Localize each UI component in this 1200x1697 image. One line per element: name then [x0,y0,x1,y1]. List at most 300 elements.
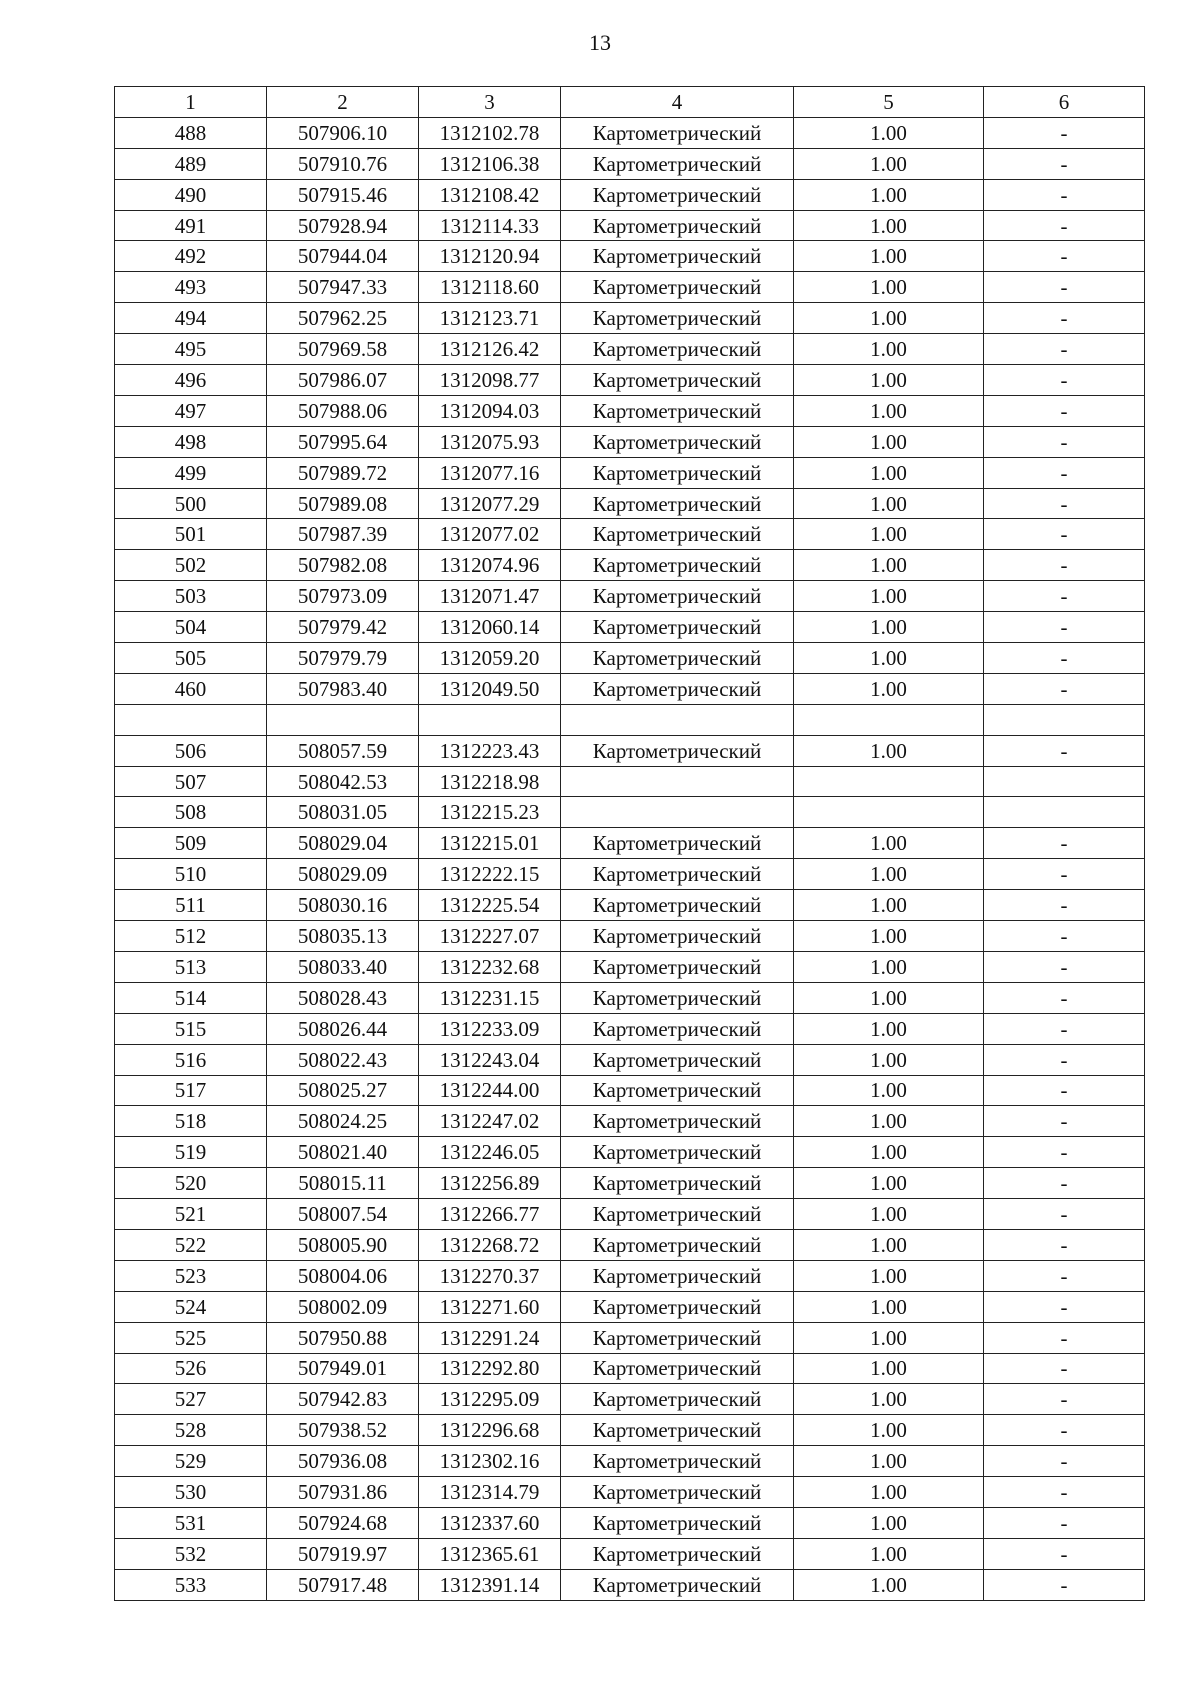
method-cell: Картометрический [561,241,794,272]
method-cell: Картометрический [561,1044,794,1075]
point-number-cell: 512 [115,921,267,952]
accuracy-cell: 1.00 [794,334,984,365]
method-cell: Картометрический [561,1538,794,1569]
accuracy-cell [794,704,984,735]
note-cell: - [984,272,1145,303]
accuracy-cell: 1.00 [794,890,984,921]
method-cell: Картометрический [561,1446,794,1477]
note-cell: - [984,1384,1145,1415]
table-row [115,1384,1145,1415]
x-coordinate-cell: 508035.13 [267,921,419,952]
method-cell: Картометрический [561,951,794,982]
y-coordinate-cell: 1312060.14 [419,612,561,643]
note-cell: - [984,210,1145,241]
x-coordinate-cell: 508022.43 [267,1044,419,1075]
y-coordinate-cell: 1312077.16 [419,457,561,488]
y-coordinate-cell: 1312243.04 [419,1044,561,1075]
table-row [115,673,1145,704]
point-number-cell: 498 [115,426,267,457]
table-row [115,859,1145,890]
accuracy-cell: 1.00 [794,426,984,457]
y-coordinate-cell: 1312314.79 [419,1477,561,1508]
y-coordinate-cell: 1312059.20 [419,643,561,674]
accuracy-cell: 1.00 [794,148,984,179]
x-coordinate-cell: 507989.08 [267,488,419,519]
point-number-cell: 531 [115,1507,267,1538]
table-row [115,1260,1145,1291]
x-coordinate-cell: 507910.76 [267,148,419,179]
column-header: 6 [984,87,1145,118]
x-coordinate-cell: 507924.68 [267,1507,419,1538]
table-row [115,1291,1145,1322]
method-cell: Картометрический [561,982,794,1013]
method-cell: Картометрический [561,210,794,241]
table-row [115,1569,1145,1600]
method-cell: Картометрический [561,643,794,674]
note-cell: - [984,1260,1145,1291]
note-cell: - [984,395,1145,426]
method-cell: Картометрический [561,1137,794,1168]
accuracy-cell: 1.00 [794,673,984,704]
x-coordinate-cell: 508042.53 [267,766,419,797]
y-coordinate-cell: 1312215.01 [419,828,561,859]
point-number-cell: 515 [115,1013,267,1044]
note-cell: - [984,921,1145,952]
table-row [115,117,1145,148]
x-coordinate-cell: 507949.01 [267,1353,419,1384]
accuracy-cell: 1.00 [794,982,984,1013]
table-row [115,457,1145,488]
note-cell: - [984,117,1145,148]
point-number-cell: 519 [115,1137,267,1168]
note-cell: - [984,1199,1145,1230]
table-row [115,365,1145,396]
table-row [115,488,1145,519]
note-cell: - [984,1229,1145,1260]
column-header: 3 [419,87,561,118]
accuracy-cell: 1.00 [794,1075,984,1106]
accuracy-cell: 1.00 [794,951,984,982]
method-cell: Картометрический [561,148,794,179]
accuracy-cell: 1.00 [794,1291,984,1322]
note-cell: - [984,1477,1145,1508]
method-cell: Картометрический [561,488,794,519]
note-cell: - [984,612,1145,643]
x-coordinate-cell: 508021.40 [267,1137,419,1168]
point-number-cell: 505 [115,643,267,674]
x-coordinate-cell: 507987.39 [267,519,419,550]
column-header: 1 [115,87,267,118]
table-row [115,272,1145,303]
x-coordinate-cell: 508015.11 [267,1168,419,1199]
y-coordinate-cell [419,704,561,735]
note-cell: - [984,1013,1145,1044]
note-cell: - [984,643,1145,674]
method-cell: Картометрический [561,1075,794,1106]
note-cell: - [984,735,1145,766]
x-coordinate-cell: 508002.09 [267,1291,419,1322]
accuracy-cell: 1.00 [794,241,984,272]
point-number-cell: 506 [115,735,267,766]
accuracy-cell: 1.00 [794,828,984,859]
accuracy-cell: 1.00 [794,581,984,612]
y-coordinate-cell: 1312268.72 [419,1229,561,1260]
table-row [115,735,1145,766]
table-body [115,117,1145,1600]
y-coordinate-cell: 1312227.07 [419,921,561,952]
method-cell: Картометрический [561,612,794,643]
x-coordinate-cell: 508004.06 [267,1260,419,1291]
point-number-cell: 529 [115,1446,267,1477]
note-cell: - [984,426,1145,457]
table-row [115,921,1145,952]
x-coordinate-cell: 507919.97 [267,1538,419,1569]
method-cell: Картометрический [561,303,794,334]
y-coordinate-cell: 1312102.78 [419,117,561,148]
point-number-cell: 520 [115,1168,267,1199]
point-number-cell: 460 [115,673,267,704]
point-number-cell: 494 [115,303,267,334]
accuracy-cell: 1.00 [794,1384,984,1415]
y-coordinate-cell: 1312222.15 [419,859,561,890]
point-number-cell: 492 [115,241,267,272]
method-cell: Картометрический [561,334,794,365]
point-number-cell: 526 [115,1353,267,1384]
point-number-cell: 497 [115,395,267,426]
y-coordinate-cell: 1312266.77 [419,1199,561,1230]
table-row [115,766,1145,797]
table-row [115,241,1145,272]
x-coordinate-cell: 507986.07 [267,365,419,396]
method-cell: Картометрический [561,426,794,457]
method-cell: Картометрический [561,1384,794,1415]
method-cell: Картометрический [561,272,794,303]
x-coordinate-cell: 507989.72 [267,457,419,488]
x-coordinate-cell: 507942.83 [267,1384,419,1415]
point-number-cell: 522 [115,1229,267,1260]
accuracy-cell: 1.00 [794,1199,984,1230]
x-coordinate-cell: 508033.40 [267,951,419,982]
table-row [115,550,1145,581]
coordinates-table [114,86,1145,1601]
y-coordinate-cell: 1312074.96 [419,550,561,581]
x-coordinate-cell: 507973.09 [267,581,419,612]
method-cell [561,797,794,828]
y-coordinate-cell: 1312231.15 [419,982,561,1013]
table-row [115,1415,1145,1446]
x-coordinate-cell: 507983.40 [267,673,419,704]
y-coordinate-cell: 1312296.68 [419,1415,561,1446]
accuracy-cell: 1.00 [794,1538,984,1569]
note-cell: - [984,581,1145,612]
table-row [115,951,1145,982]
y-coordinate-cell: 1312077.02 [419,519,561,550]
x-coordinate-cell: 507944.04 [267,241,419,272]
table-row [115,1137,1145,1168]
point-number-cell: 502 [115,550,267,581]
method-cell: Картометрический [561,1013,794,1044]
accuracy-cell: 1.00 [794,303,984,334]
table-row [115,303,1145,334]
table-row [115,1446,1145,1477]
x-coordinate-cell: 508057.59 [267,735,419,766]
x-coordinate-cell: 507962.25 [267,303,419,334]
x-coordinate-cell: 507936.08 [267,1446,419,1477]
table-row [115,334,1145,365]
y-coordinate-cell: 1312120.94 [419,241,561,272]
x-coordinate-cell: 508007.54 [267,1199,419,1230]
x-coordinate-cell: 508028.43 [267,982,419,1013]
y-coordinate-cell: 1312077.29 [419,488,561,519]
point-number-cell: 517 [115,1075,267,1106]
y-coordinate-cell: 1312218.98 [419,766,561,797]
method-cell: Картометрический [561,550,794,581]
note-cell: - [984,1168,1145,1199]
point-number-cell: 528 [115,1415,267,1446]
accuracy-cell: 1.00 [794,1260,984,1291]
point-number-cell: 504 [115,612,267,643]
y-coordinate-cell: 1312049.50 [419,673,561,704]
method-cell: Картометрический [561,1415,794,1446]
point-number-cell: 525 [115,1322,267,1353]
table-row [115,148,1145,179]
x-coordinate-cell: 507995.64 [267,426,419,457]
accuracy-cell: 1.00 [794,365,984,396]
method-cell: Картометрический [561,735,794,766]
accuracy-cell: 1.00 [794,395,984,426]
note-cell: - [984,673,1145,704]
y-coordinate-cell: 1312391.14 [419,1569,561,1600]
accuracy-cell: 1.00 [794,179,984,210]
point-number-cell: 495 [115,334,267,365]
method-cell: Картометрический [561,1229,794,1260]
point-number-cell: 509 [115,828,267,859]
table-row [115,210,1145,241]
x-coordinate-cell: 508029.09 [267,859,419,890]
note-cell: - [984,1415,1145,1446]
note-cell: - [984,179,1145,210]
method-cell: Картометрический [561,117,794,148]
x-coordinate-cell: 507950.88 [267,1322,419,1353]
note-cell: - [984,1137,1145,1168]
method-cell: Картометрический [561,921,794,952]
method-cell: Картометрический [561,1477,794,1508]
table-row [115,612,1145,643]
accuracy-cell: 1.00 [794,1477,984,1508]
point-number-cell: 523 [115,1260,267,1291]
x-coordinate-cell: 508025.27 [267,1075,419,1106]
accuracy-cell: 1.00 [794,1013,984,1044]
note-cell: - [984,982,1145,1013]
y-coordinate-cell: 1312244.00 [419,1075,561,1106]
accuracy-cell: 1.00 [794,1322,984,1353]
accuracy-cell: 1.00 [794,1229,984,1260]
accuracy-cell: 1.00 [794,457,984,488]
y-coordinate-cell: 1312106.38 [419,148,561,179]
table-row [115,1477,1145,1508]
note-cell: - [984,519,1145,550]
y-coordinate-cell: 1312291.24 [419,1322,561,1353]
x-coordinate-cell: 507982.08 [267,550,419,581]
note-cell: - [984,828,1145,859]
note-cell: - [984,1569,1145,1600]
accuracy-cell: 1.00 [794,488,984,519]
x-coordinate-cell: 507979.42 [267,612,419,643]
y-coordinate-cell: 1312114.33 [419,210,561,241]
note-cell: - [984,1291,1145,1322]
point-number-cell: 500 [115,488,267,519]
table-row [115,704,1145,735]
point-number-cell: 508 [115,797,267,828]
point-number-cell: 499 [115,457,267,488]
accuracy-cell: 1.00 [794,735,984,766]
method-cell: Картометрический [561,859,794,890]
point-number-cell: 521 [115,1199,267,1230]
method-cell: Картометрический [561,1106,794,1137]
y-coordinate-cell: 1312233.09 [419,1013,561,1044]
table-row [115,643,1145,674]
method-cell: Картометрический [561,1291,794,1322]
table-row [115,982,1145,1013]
table-row [115,828,1145,859]
accuracy-cell [794,766,984,797]
table-row [115,1168,1145,1199]
accuracy-cell: 1.00 [794,643,984,674]
point-number-cell: 527 [115,1384,267,1415]
column-header: 2 [267,87,419,118]
point-number-cell: 511 [115,890,267,921]
point-number-cell: 533 [115,1569,267,1600]
x-coordinate-cell: 507917.48 [267,1569,419,1600]
point-number-cell: 514 [115,982,267,1013]
x-coordinate-cell: 507979.79 [267,643,419,674]
accuracy-cell: 1.00 [794,272,984,303]
y-coordinate-cell: 1312223.43 [419,735,561,766]
point-number-cell: 516 [115,1044,267,1075]
accuracy-cell: 1.00 [794,612,984,643]
y-coordinate-cell: 1312246.05 [419,1137,561,1168]
accuracy-cell: 1.00 [794,1507,984,1538]
table-row [115,1507,1145,1538]
y-coordinate-cell: 1312271.60 [419,1291,561,1322]
method-cell [561,704,794,735]
x-coordinate-cell: 507969.58 [267,334,419,365]
method-cell: Картометрический [561,1260,794,1291]
method-cell: Картометрический [561,1168,794,1199]
x-coordinate-cell [267,704,419,735]
method-cell: Картометрический [561,395,794,426]
x-coordinate-cell: 508031.05 [267,797,419,828]
accuracy-cell: 1.00 [794,1168,984,1199]
y-coordinate-cell: 1312118.60 [419,272,561,303]
point-number-cell: 510 [115,859,267,890]
point-number-cell: 530 [115,1477,267,1508]
method-cell: Картометрический [561,519,794,550]
point-number-cell: 496 [115,365,267,396]
accuracy-cell: 1.00 [794,921,984,952]
table-row [115,1044,1145,1075]
x-coordinate-cell: 507915.46 [267,179,419,210]
x-coordinate-cell: 508030.16 [267,890,419,921]
note-cell [984,766,1145,797]
point-number-cell: 488 [115,117,267,148]
point-number-cell: 489 [115,148,267,179]
note-cell: - [984,550,1145,581]
point-number-cell: 507 [115,766,267,797]
x-coordinate-cell: 508026.44 [267,1013,419,1044]
note-cell: - [984,859,1145,890]
point-number-cell: 532 [115,1538,267,1569]
accuracy-cell: 1.00 [794,117,984,148]
accuracy-cell: 1.00 [794,1569,984,1600]
accuracy-cell: 1.00 [794,859,984,890]
y-coordinate-cell: 1312295.09 [419,1384,561,1415]
method-cell: Картометрический [561,581,794,612]
accuracy-cell: 1.00 [794,1137,984,1168]
y-coordinate-cell: 1312365.61 [419,1538,561,1569]
table-row [115,1229,1145,1260]
table-row [115,519,1145,550]
method-cell: Картометрический [561,1507,794,1538]
y-coordinate-cell: 1312075.93 [419,426,561,457]
y-coordinate-cell: 1312337.60 [419,1507,561,1538]
y-coordinate-cell: 1312270.37 [419,1260,561,1291]
method-cell: Картометрический [561,365,794,396]
note-cell: - [984,951,1145,982]
note-cell: - [984,1044,1145,1075]
point-number-cell: 503 [115,581,267,612]
method-cell: Картометрический [561,828,794,859]
point-number-cell: 490 [115,179,267,210]
note-cell: - [984,1106,1145,1137]
x-coordinate-cell: 507928.94 [267,210,419,241]
method-cell: Картометрический [561,457,794,488]
x-coordinate-cell: 507988.06 [267,395,419,426]
table-row [115,797,1145,828]
y-coordinate-cell: 1312215.23 [419,797,561,828]
table-row [115,581,1145,612]
note-cell: - [984,303,1145,334]
table-row [115,1353,1145,1384]
y-coordinate-cell: 1312126.42 [419,334,561,365]
method-cell: Картометрический [561,890,794,921]
method-cell: Картометрический [561,1199,794,1230]
accuracy-cell: 1.00 [794,1353,984,1384]
point-number-cell: 491 [115,210,267,241]
y-coordinate-cell: 1312225.54 [419,890,561,921]
table-row [115,1013,1145,1044]
accuracy-cell: 1.00 [794,1446,984,1477]
x-coordinate-cell: 508029.04 [267,828,419,859]
accuracy-cell: 1.00 [794,550,984,581]
table-row [115,179,1145,210]
accuracy-cell: 1.00 [794,1415,984,1446]
accuracy-cell: 1.00 [794,210,984,241]
note-cell [984,704,1145,735]
table-row [115,426,1145,457]
y-coordinate-cell: 1312098.77 [419,365,561,396]
accuracy-cell: 1.00 [794,519,984,550]
note-cell: - [984,1507,1145,1538]
note-cell: - [984,1075,1145,1106]
note-cell: - [984,334,1145,365]
table-row [115,395,1145,426]
column-header: 5 [794,87,984,118]
note-cell: - [984,1353,1145,1384]
table-row [115,1106,1145,1137]
method-cell: Картометрический [561,179,794,210]
table-header-row [115,87,1145,118]
